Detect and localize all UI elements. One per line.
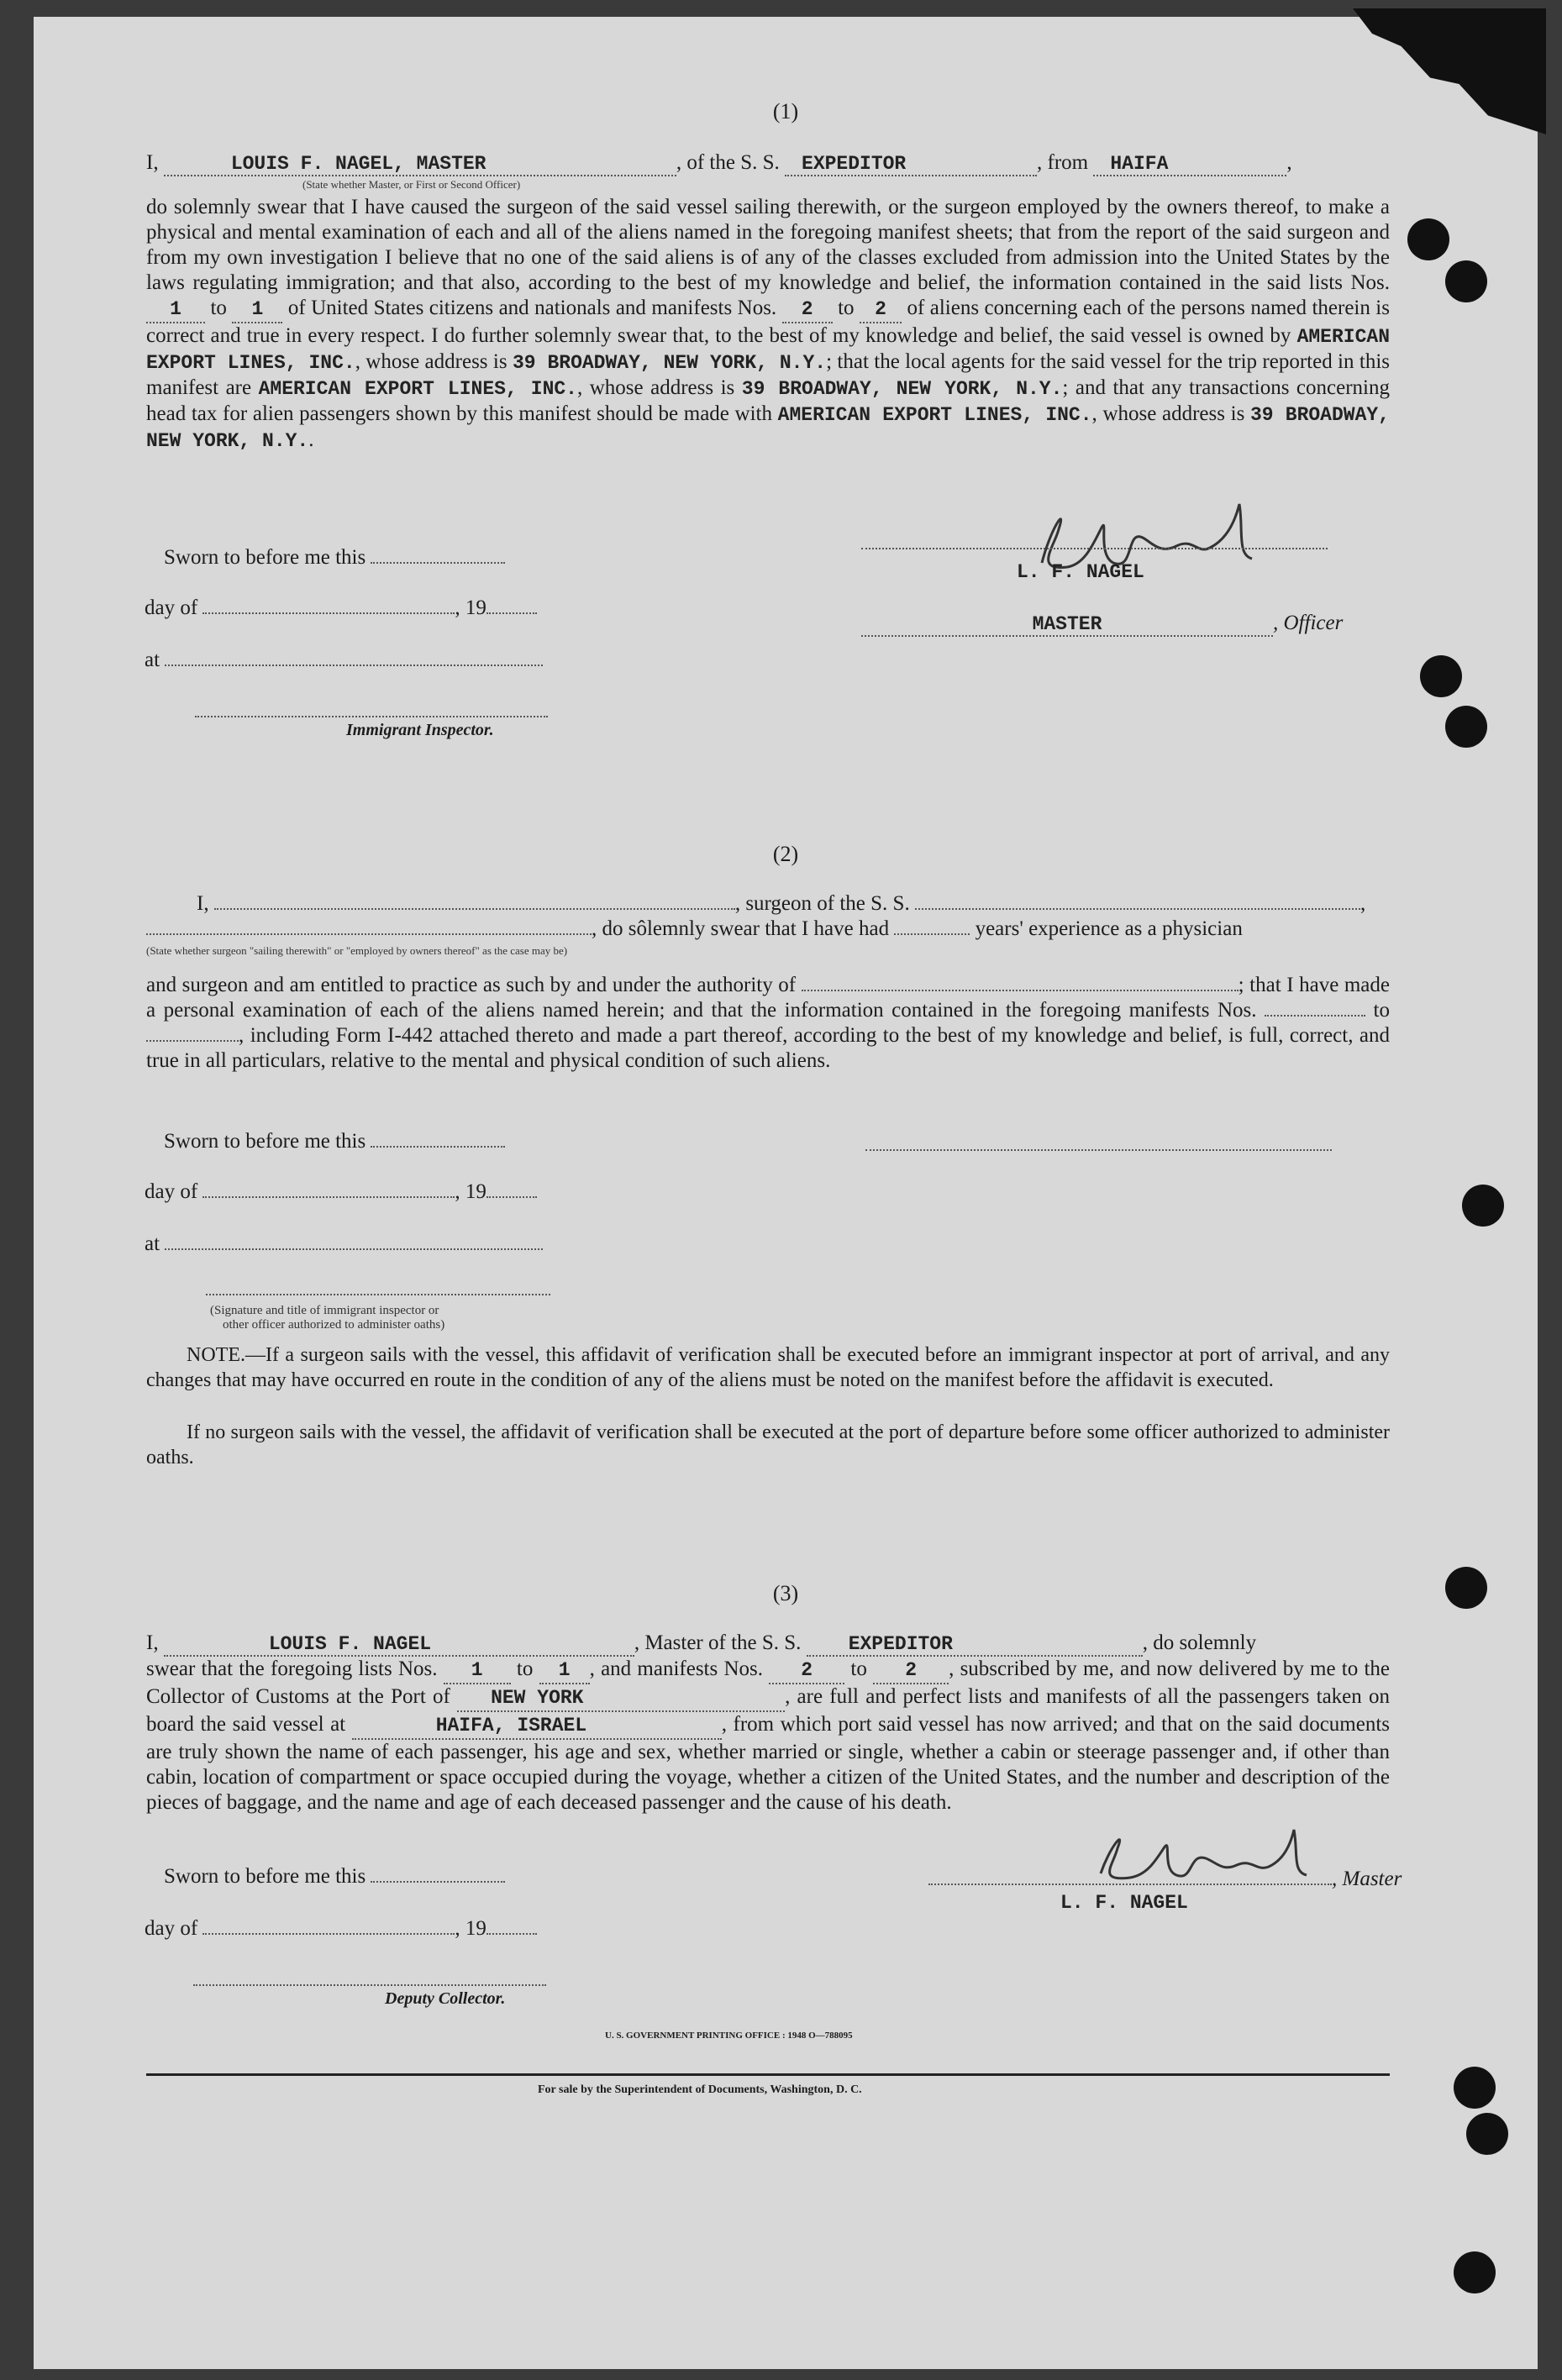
collector-signature-line (193, 1984, 546, 1986)
collector-caption: Deputy Collector. (385, 1989, 506, 2008)
section-2-sworn: Sworn to before me this (164, 1130, 505, 1153)
manifest-page (34, 17, 1538, 2369)
punch-hole (1454, 2251, 1496, 2293)
role-note: (State whether Master, or First or Second Officer) (302, 178, 521, 191)
port-of-embarkation: HAIFA, ISRAEL (435, 1715, 587, 1736)
section-3-number: (3) (772, 1581, 799, 1605)
officer-caption-2: other officer authorized to administer oaths) (223, 1318, 445, 1332)
surgeon-note: (State whether surgeon "sailing therewith" or "employed by owners thereof" as the case may be) (146, 944, 568, 957)
manifests-from: 2 (801, 298, 813, 320)
section-3-master-line: , Master (928, 1868, 1402, 1891)
section-2-at: at (145, 1232, 543, 1256)
punch-hole (1462, 1185, 1504, 1227)
officer-signature-line (206, 1294, 550, 1295)
section-1-day: day of , 19 (145, 596, 537, 620)
signer-name: L. F. NAGEL (1017, 561, 1144, 583)
section-3-body: swear that the foregoing lists Nos. 1 to 1 , and manifests Nos. 2 to 2 , subscribed by me, and now delivered by me to the Collector of Customs at the Port of NEW YORK , are full and perfect lists and manifests of all the passengers taken on board the said vessel at HAIFA, ISRAEL , from which port said vessel has now arrived; and that on the said documents are truly shown the name of each passenger, his age and sex, whether married or single, whether a cabin or steerage passenger and, if other than cabin, location of compartment or space occupied during the voyage, whether a citizen of the United States, and the number and description of the pieces of baggage, and the name and age of each deceased passenger and the cause of his death. (146, 1658, 1391, 1814)
from-port: HAIFA (1110, 153, 1169, 175)
punch-hole (1445, 706, 1487, 748)
inspector-signature-line (195, 716, 548, 717)
footer-rule (146, 2073, 1390, 2076)
agent-name: AMERICAN EXPORT LINES, INC. (258, 378, 577, 400)
section-2-number: (2) (772, 842, 799, 866)
section-1-number: (1) (772, 99, 799, 123)
tax-agent-name: AMERICAN EXPORT LINES, INC. (777, 404, 1092, 426)
section-3-master-name: LOUIS F. NAGEL (268, 1633, 432, 1655)
sale-note: For sale by the Superintendent of Documents, Washington, D. C. (538, 2083, 862, 2096)
section-3-signer: L. F. NAGEL (1060, 1892, 1188, 1914)
lists-from: 1 (170, 298, 181, 320)
section-1-oath-line: I, LOUIS F. NAGEL, MASTER , of the S. S. EXPEDITOR , from HAIFA , (146, 151, 1292, 175)
punch-hole (1420, 655, 1462, 697)
section-3-manifests-to: 2 (905, 1659, 918, 1681)
owner-address: 39 BROADWAY, NEW YORK, N.Y. (512, 352, 827, 374)
note-paragraph-2: If no surgeon sails with the vessel, the affidavit of verification shall be executed at the port of departure before some officer authorized to administer oaths. (146, 1421, 1390, 1468)
section-3-lists-from: 1 (471, 1659, 483, 1681)
ship-name: EXPEDITOR (802, 153, 907, 175)
section-2-body: and surgeon and am entitled to practice as such by and under the authority of ; that I have made a personal examination of each of the aliens named herein; and that the information contained in the foregoing manifests Nos. to , including Form I-442 attached thereto and made a part thereof, according to the best of my knowledge and belief, is full, correct, and true in all particulars, relative to the mental and physical condition of such aliens. (146, 974, 1391, 1072)
section-2-line-1: I, , surgeon of the S. S. , (197, 892, 1366, 915)
section-3-sworn: Sworn to before me this (164, 1865, 505, 1889)
tax-agent-address: 39 BROADWAY, NEW YORK, N.Y. (146, 404, 1390, 452)
surgeon-signature-line (865, 1149, 1332, 1151)
section-1-sworn: Sworn to before me this (164, 546, 505, 570)
note-paragraph-1: NOTE.—If a surgeon sails with the vessel, this affidavit of verification shall be executed before an immigrant inspector at port of arrival, and any changes that may have occurred en route in the condition of any of the aliens must be noted on the manifest before the affidavit is executed. (146, 1344, 1390, 1391)
manifests-to: 2 (875, 298, 886, 320)
section-3-day: day of , 19 (145, 1917, 537, 1941)
owner-name: AMERICAN EXPORT LINES, INC. (146, 326, 1390, 374)
section-1-body: do solemnly swear that I have caused the surgeon of the said vessel sailing therewith, or the surgeon employed by the owners thereof, to make a physical and mental examination of each and all of the aliens named in the foregoing manifest sheets; that from the report of the said surgeon and from my own investigation I believe that no one of the said aliens is of any of the classes excluded from admission into the United States by the laws regulating immigration; and that also, according to the best of my knowledge and belief, the information contained in the said lists Nos. 1 to 1 of United States citizens and nationals and manifests Nos. 2 to 2 of aliens concerning each of the persons named therein is correct and true in every respect. I do further solemnly swear that, to the best of my knowledge and belief, the said vessel is owned by AMERICAN EXPORT LINES, INC., whose address is 39 BROADWAY, NEW YORK, N.Y.; that the local agents for the said vessel for the trip reported in this manifest are AMERICAN EXPORT LINES, INC., whose address is 39 BROADWAY, NEW YORK, N.Y.; and that any transactions concerning head tax for alien passengers shown by this manifest should be made with AMERICAN EXPORT LINES, INC., whose address is 39 BROADWAY, NEW YORK, N.Y.. (146, 196, 1390, 452)
punch-hole (1466, 2113, 1508, 2155)
officer-line: MASTER , Officer (861, 612, 1343, 637)
section-3-manifests-from: 2 (801, 1659, 813, 1681)
signer-title: MASTER (1032, 613, 1102, 635)
inspector-caption: Immigrant Inspector. (346, 721, 494, 739)
punch-hole (1454, 2067, 1496, 2109)
master-name: LOUIS F. NAGEL, MASTER (230, 153, 486, 175)
section-3-lists-to: 1 (558, 1659, 571, 1681)
port-of-arrival: NEW YORK (491, 1687, 584, 1709)
punch-hole (1407, 218, 1449, 260)
lists-to: 1 (251, 298, 264, 320)
printing-office: U. S. GOVERNMENT PRINTING OFFICE : 1948 O—788095 (605, 2031, 853, 2041)
agent-address: 39 BROADWAY, NEW YORK, N.Y. (741, 378, 1063, 400)
punch-hole (1445, 260, 1487, 302)
master-signature-line (861, 548, 1328, 549)
section-2-day: day of , 19 (145, 1180, 537, 1204)
section-2-line-2: , do sôlemnly swear that I have had years' experience as a physician (146, 917, 1243, 941)
section-1-at: at (145, 649, 543, 672)
officer-caption-1: (Signature and title of immigrant inspector or (210, 1304, 439, 1317)
section-3-ship: EXPEDITOR (848, 1633, 953, 1655)
section-3-line-1: I, LOUIS F. NAGEL , Master of the S. S. EXPEDITOR , do solemnly (146, 1631, 1257, 1655)
